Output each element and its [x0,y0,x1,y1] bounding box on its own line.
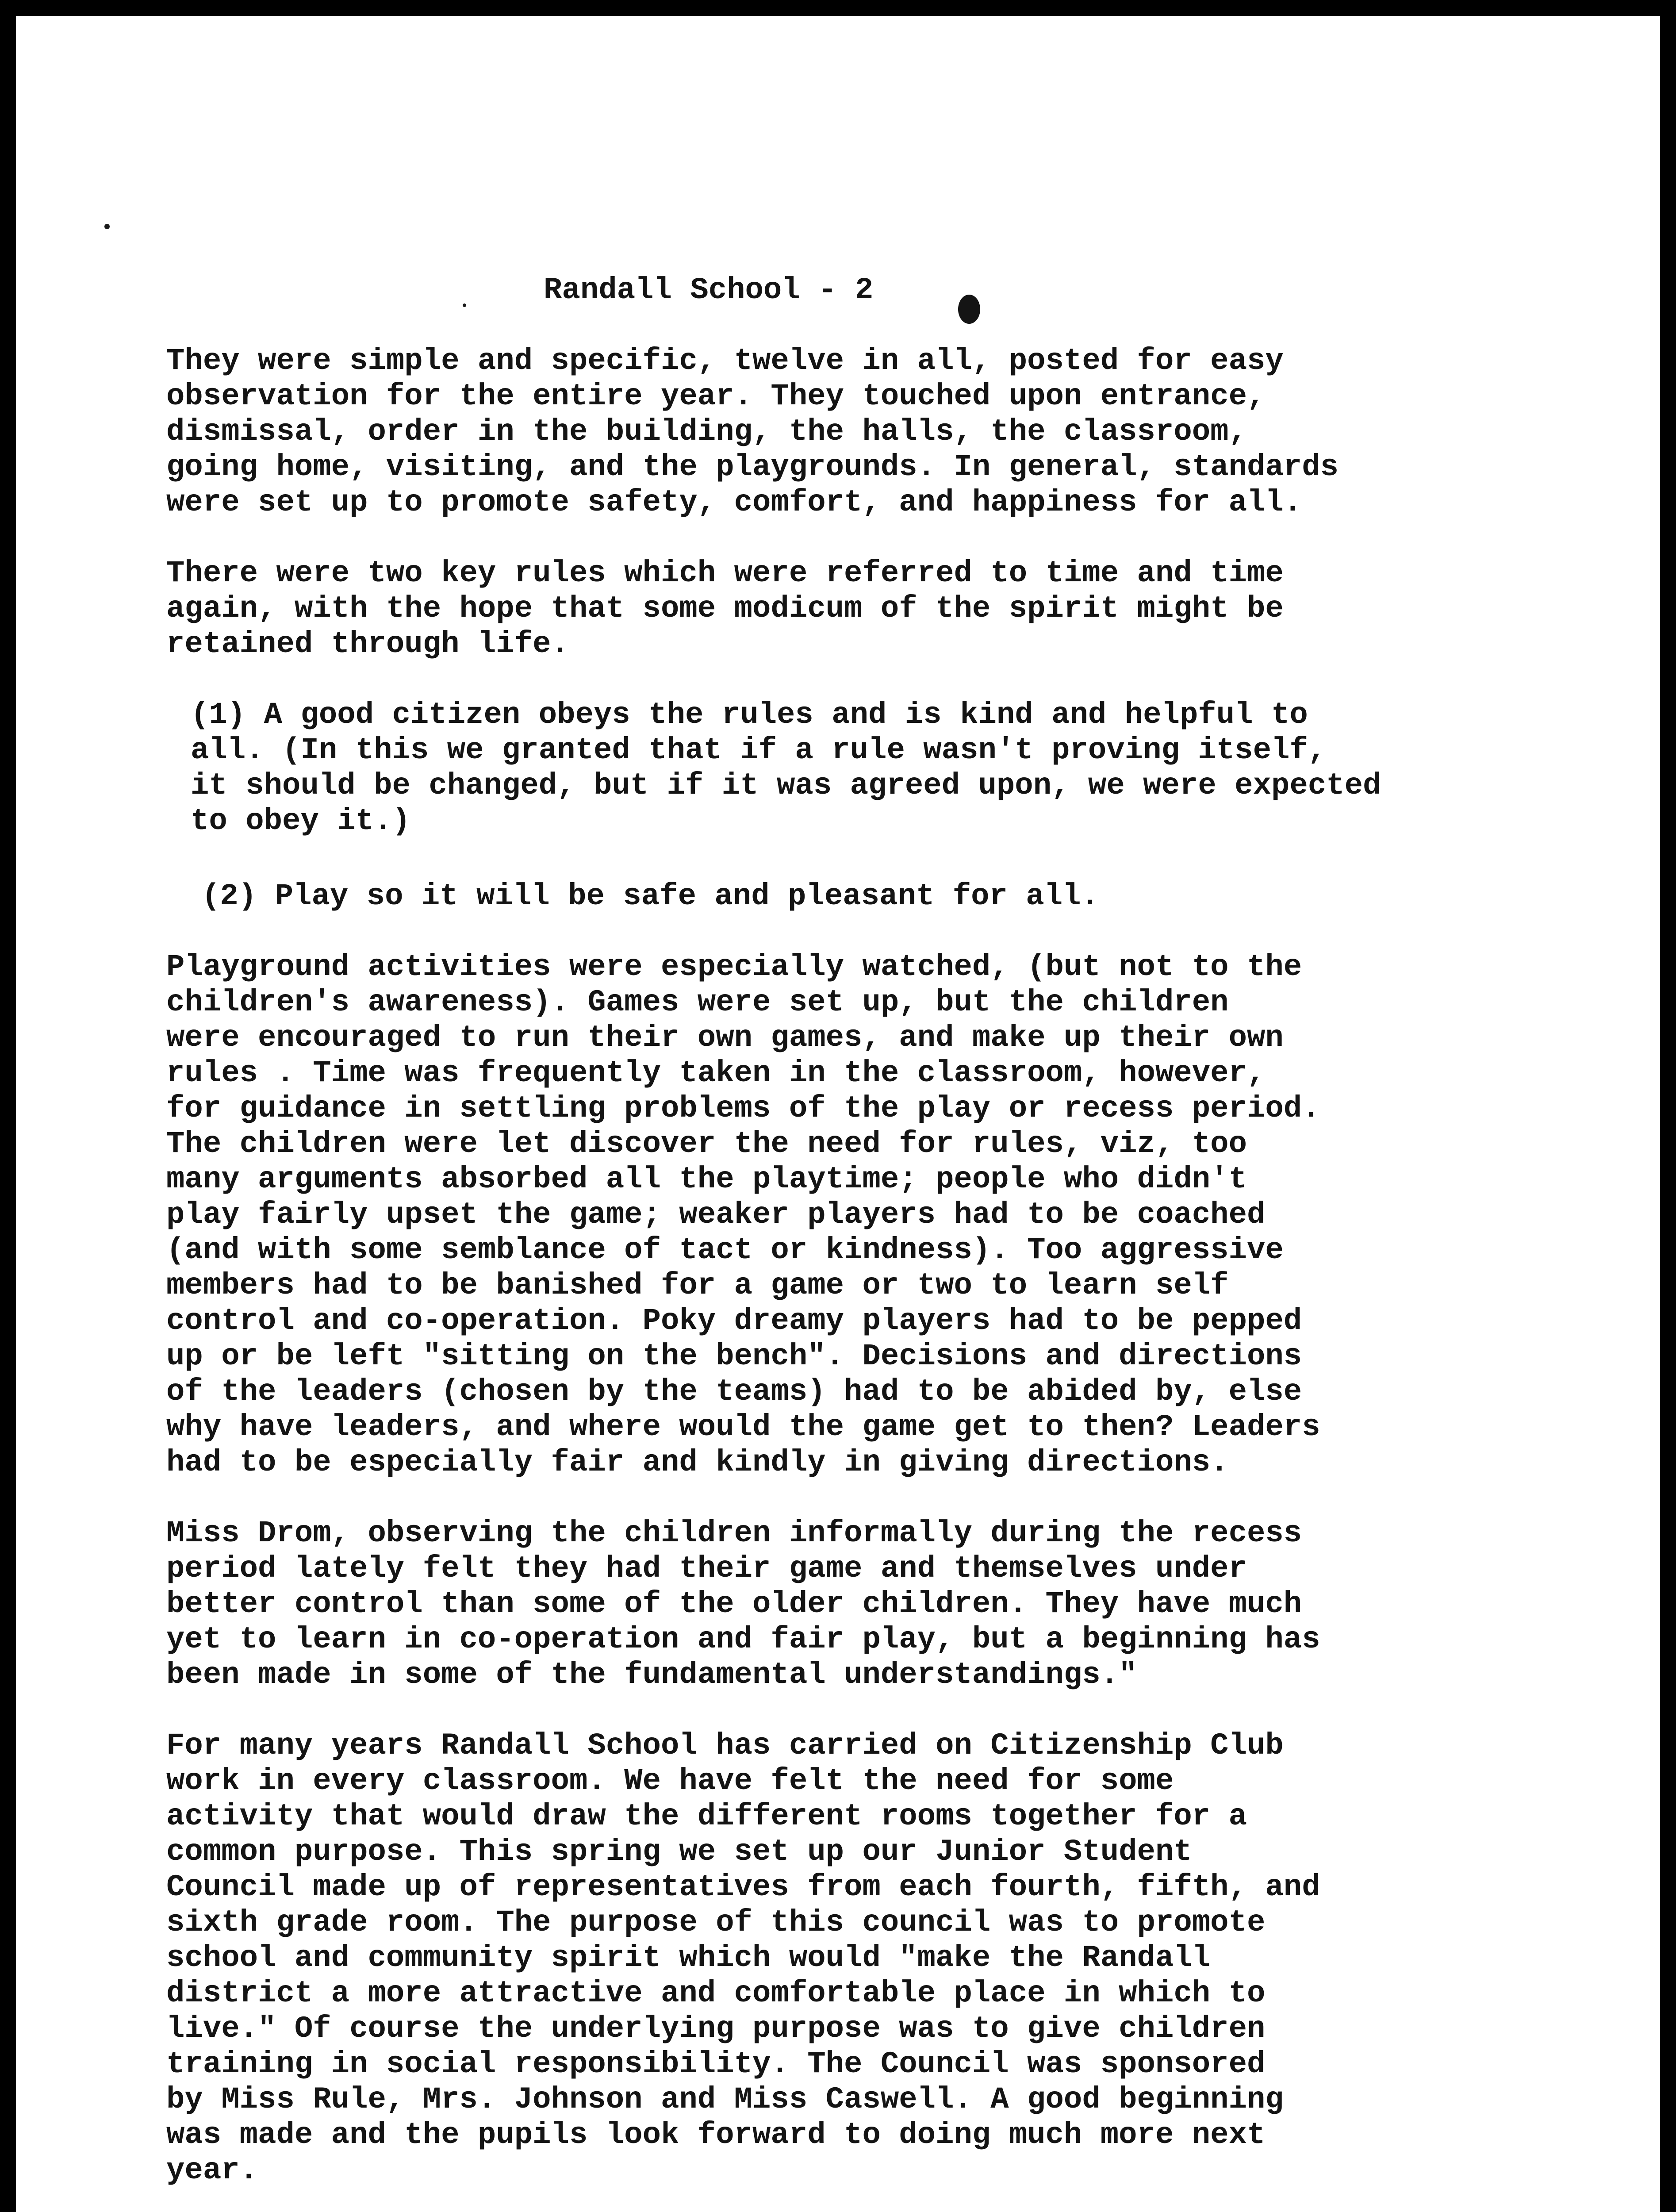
paragraph-rules-posted: They were simple and specific, twelve in all, posted for easy observation for the entire year. They touched upon entrance, dismissal, order in the building, the halls, the classroom, going home, visiting, and the playgrounds. In general, standards were set up to promote safety, comfort, and happiness for all. [166,344,1339,520]
document-page [16,16,1660,2212]
speck [104,224,110,229]
page-heading: Randall School - 2 [544,273,874,307]
paragraph-playground: Playground activities were especially watched, (but not to the children's awareness). Games were set up, but the children were encouraged to run their own games, and make up their own rules . Time was frequently taken in the classroom, however, for guidance in settling problems of the play or recess period. The children were let discover the need for rules, viz, too many arguments absorbed all the playtime; people who didn't play fairly upset the game; weaker players had to be coached (and with some semblance of tact or kindness). Too aggressive members had to be banished for a game or two to learn self control and co-operation. Poky dreamy players had to be pepped up or be left "sitting on the bench". Decisions and directions of the leaders (chosen by the teams) had to be abided by, else why have leaders, and where would the game get to then? Leaders had to be especially fair and kindly in giving directions. [166,950,1320,1480]
speck [463,303,466,307]
rule-item-2: (2) Play so it will be safe and pleasant for all. [202,879,1099,914]
rule-item-1: (1) A good citizen obeys the rules and is kind and helpful to all. (In this we granted that if a rule wasn't proving itself, it should be changed, but if it was agreed upon, we were expected to obey it.) [191,698,1381,838]
ink-blot [958,295,980,324]
paragraph-miss-drom: Miss Drom, observing the children informally during the recess period lately felt they had their game and themselves under better control than some of the older children. They have much yet to learn in co-operation and fair play, but a beginning has been made in some of the fundamental understandings." [166,1516,1320,1692]
paragraph-citizenship-club: For many years Randall School has carried on Citizenship Club work in every classroom. We have felt the need for some activity that would draw the different rooms together for a common purpose. This spring we set up our Junior Student Council made up of representatives from each fourth, fifth, and sixth grade room. The purpose of this council was to promote school and community spirit which would "make the Randall district a more attractive and comfortable place in which to live." Of course the underlying purpose was to give children training in social responsibility. The Council was sponsored by Miss Rule, Mrs. Johnson and Miss Caswell. A good beginning was made and the pupils look forward to doing much more next year. [166,1728,1320,2188]
paragraph-key-rules: There were two key rules which were referred to time and time again, with the hope that some modicum of the spirit might be retained through life. [166,556,1284,661]
